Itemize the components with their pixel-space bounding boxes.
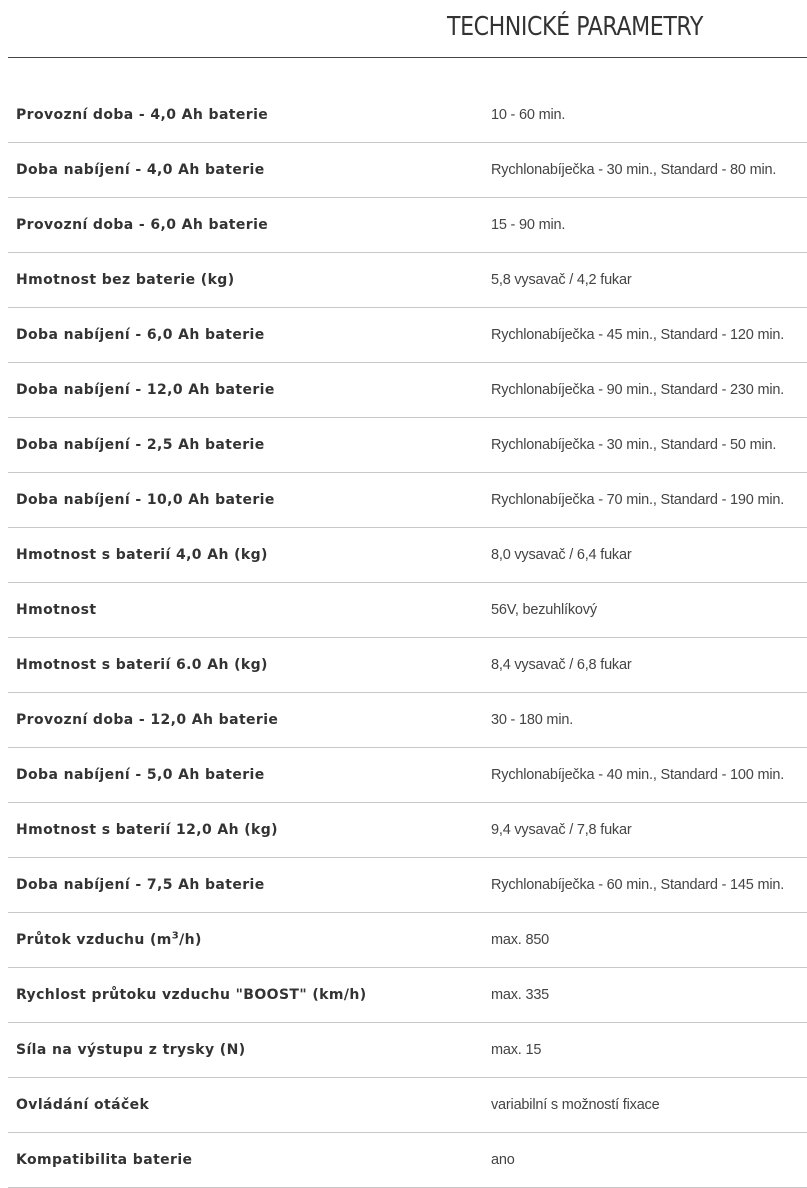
parameter-label: Provozní doba - 12,0 Ah baterie [16,712,279,728]
table-row [8,693,807,748]
table-row [8,638,807,693]
table-row [8,253,807,308]
technical-parameters-table [8,88,807,1188]
parameter-value: variabilní s možností fixace [491,1097,660,1113]
parameter-label: Provozní doba - 4,0 Ah baterie [16,107,269,123]
parameter-label: Hmotnost [16,602,97,618]
parameter-label: Síla na výstupu z trysky (N) [16,1042,246,1058]
parameter-value: Rychlonabíječka - 45 min., Standard - 120 min. [491,327,785,343]
table-row [8,858,807,913]
table-row [8,473,807,528]
parameter-label: Doba nabíjení - 2,5 Ah baterie [16,437,265,453]
label-superscript: 3 [171,930,180,942]
parameter-label: Provozní doba - 6,0 Ah baterie [16,217,269,233]
parameter-value: Rychlonabíječka - 30 min., Standard - 50 min. [491,437,777,453]
parameter-value: Rychlonabíječka - 30 min., Standard - 80 min. [491,162,777,178]
parameter-label: Doba nabíjení - 6,0 Ah baterie [16,327,265,343]
parameter-label: Kompatibilita baterie [16,1152,193,1168]
parameter-label: Rychlost průtoku vzduchu "BOOST" (km/h) [16,987,367,1003]
parameter-label: Hmotnost s baterií 12,0 Ah (kg) [16,822,278,838]
parameter-value: Rychlonabíječka - 70 min., Standard - 190 min. [491,492,785,508]
table-row [8,363,807,418]
table-row [8,1133,807,1188]
parameter-value: max. 335 [491,987,550,1003]
table-row [8,968,807,1023]
section-header [8,0,807,58]
parameter-label: Hmotnost s baterií 4,0 Ah (kg) [16,547,268,563]
parameter-value: ano [491,1152,515,1168]
parameter-value: Rychlonabíječka - 40 min., Standard - 100 min. [491,767,785,783]
parameter-label: Hmotnost s baterií 6.0 Ah (kg) [16,657,268,673]
table-row [8,88,807,143]
parameter-label: Doba nabíjení - 4,0 Ah baterie [16,162,265,178]
table-row [8,198,807,253]
table-row [8,913,807,968]
table-row [8,143,807,198]
parameter-label: Doba nabíjení - 12,0 Ah baterie [16,382,275,398]
label-text: /h) [179,932,202,948]
label-text: Průtok vzduchu (m [16,932,172,948]
parameter-value: 8,0 vysavač / 6,4 fukar [491,547,632,563]
table-row [8,418,807,473]
parameter-value: Rychlonabíječka - 60 min., Standard - 145 min. [491,877,785,893]
table-row [8,528,807,583]
parameter-value: max. 850 [491,932,550,948]
parameter-label: Doba nabíjení - 5,0 Ah baterie [16,767,265,783]
parameter-value: max. 15 [491,1042,542,1058]
parameter-label [16,913,202,967]
parameter-value: 9,4 vysavač / 7,8 fukar [491,822,632,838]
parameter-label: Hmotnost bez baterie (kg) [16,272,235,288]
parameter-value: 15 - 90 min. [491,217,566,233]
table-row [8,748,807,803]
parameter-value: Rychlonabíječka - 90 min., Standard - 230 min. [491,382,785,398]
table-row [8,1078,807,1133]
section-title: TECHNICKÉ PARAMETRY [447,12,703,42]
parameter-label: Doba nabíjení - 7,5 Ah baterie [16,877,265,893]
table-row [8,1023,807,1078]
parameter-value: 5,8 vysavač / 4,2 fukar [491,272,632,288]
table-row [8,308,807,363]
table-row [8,583,807,638]
parameter-value: 30 - 180 min. [491,712,574,728]
parameter-label: Doba nabíjení - 10,0 Ah baterie [16,492,275,508]
parameter-value: 10 - 60 min. [491,107,566,123]
parameter-value: 56V, bezuhlíkový [491,602,597,618]
parameter-label: Ovládání otáček [16,1097,150,1113]
table-row [8,803,807,858]
parameter-value: 8,4 vysavač / 6,8 fukar [491,657,632,673]
